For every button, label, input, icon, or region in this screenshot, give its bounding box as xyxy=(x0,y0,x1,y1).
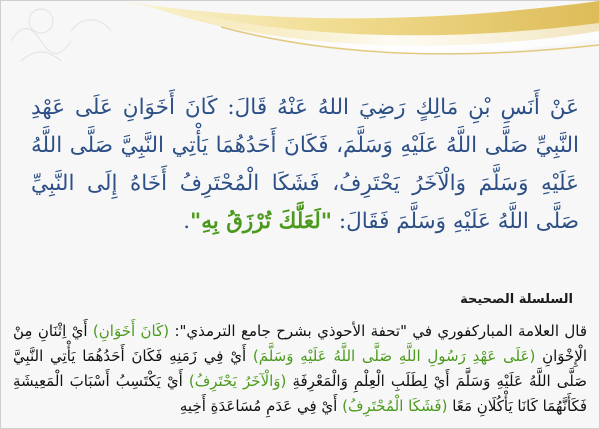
decorative-header-swoosh xyxy=(1,1,599,91)
commentary-part-3: أَيْ فِي زَمَنِهِ فَكَانَ أَحَدُهُمَا يَأْتِي النَّبِيَّ صَلَّى اللَّهُ عَلَيْهِ وَسَلَّمَ أَيْ لِطَلَبِ الْعِلْمِ وَالْمَعْرِفَةِ xyxy=(13,347,588,390)
commentary-text xyxy=(13,319,587,419)
commentary-part-1: قال العلامة المباركفوري في "تحفة الأحوذي بشرح جامع الترمذي": xyxy=(169,322,587,340)
commentary-highlight-1: (كَانَ أَخَوَانِ) xyxy=(92,322,170,340)
hadith-end: . xyxy=(183,209,191,234)
commentary-part-5: أَيْ فِي عَدَمِ مُسَاعَدَةِ أَخِيهِ xyxy=(179,397,343,415)
hadith-text xyxy=(31,89,579,241)
commentary-highlight-4: (فَشَكَا الْمُحْتَرِفُ) xyxy=(342,397,448,415)
commentary-part-4: أَيْ يَكْتَسِبُ أَسْبَابَ الْمَعِيشَةِ فَكَأَنَّهُمَا كَانَا يَأْكُلَانِ مَعًا xyxy=(13,372,587,415)
commentary-part-2: أَيْ اِثْنَانِ مِنْ الْإِخْوَانِ xyxy=(13,322,587,365)
hadith-body: عَنْ أَنَسِ بْنِ مَالِكٍ رَضِيَ اللهُ عَنْهُ قَالَ: كَانَ أَخَوَانِ عَلَى عَهْدِ النَّبِيِّ صَلَّى اللَّهُ عَلَيْهِ وَسَلَّمَ، فَكَانَ أَحَدُهُمَا يَأْتِي النَّبِيَّ صَلَّى اللَّهُ عَلَيْهِ وَسَلَّمَ وَالْآخَرُ يَحْتَرِفُ، فَشَكَا الْمُحْتَرِفُ أَخَاهُ إِلَى النَّبِيِّ صَلَّى اللَّهُ عَلَيْهِ وَسَلَّمَ فَقَالَ: xyxy=(31,95,579,234)
source-label: السلسلة الصحيحة xyxy=(460,292,573,307)
commentary-highlight-2: (عَلَى عَهْدِ رَسُولِ اللَّهِ صَلَّى اللَّهُ عَلَيْهِ وَسَلَّمَ) xyxy=(252,347,536,365)
commentary-highlight-3: (وَالْآخَرُ يَحْتَرِفُ) xyxy=(188,372,287,390)
hadith-quote: "لَعَلَّكَ تُرْزَقُ بِهِ" xyxy=(190,209,332,234)
